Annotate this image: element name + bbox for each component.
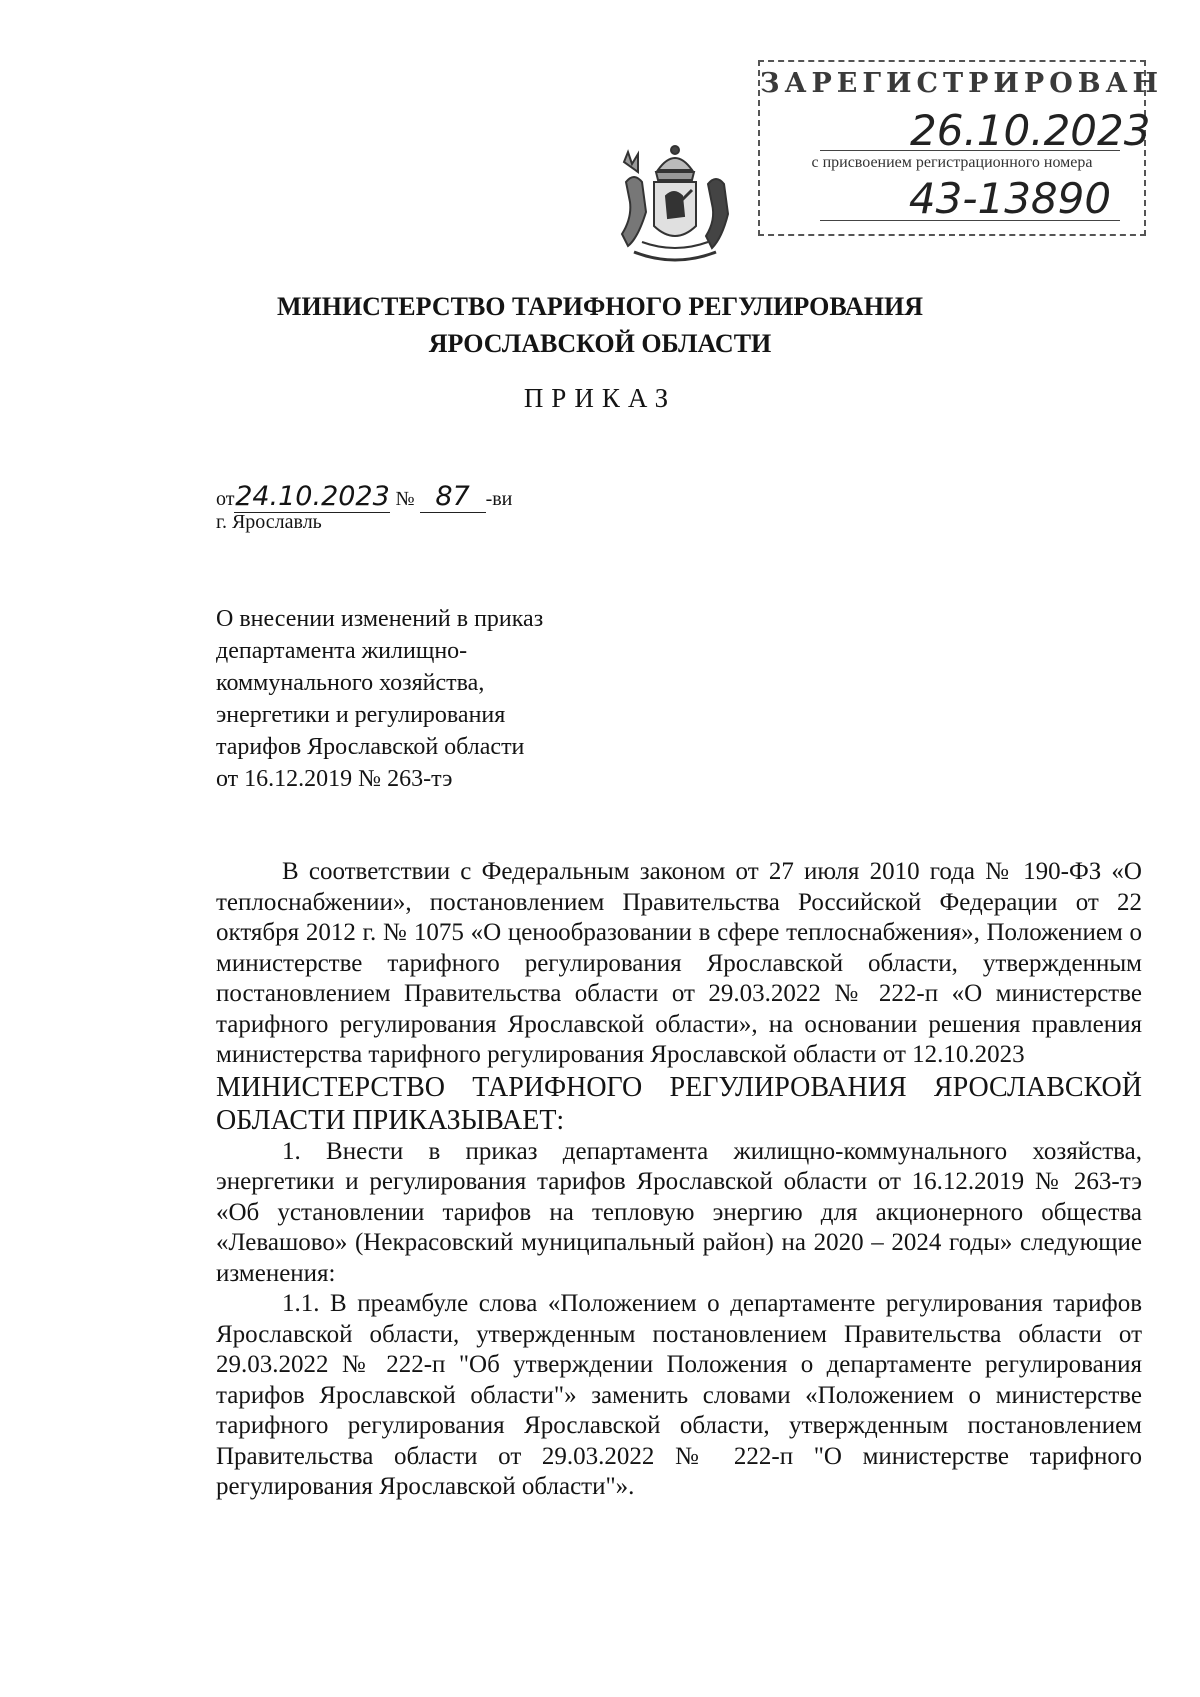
order-number-sign: № (395, 488, 415, 510)
order-number: 87 (420, 482, 486, 513)
preamble-paragraph: В соответствии с Федеральным законом от 27 июля 2010 года № 190-ФЗ «О теплоснабжении», постановлением Правительства Российской Федерации от 22 октября 2012 г. № 1075 «О ценообразовании в сфере теплоснабжения», Положением о министерстве тарифного регулирования Ярославской области, утвержденным постановлением Правительства области от 29.03.2022 № 222-п «О министерстве тарифного регулирования Ярославской области», на основании решения правления министерства тарифного регулирования Ярославской области от 12.10.2023 (216, 858, 1142, 1068)
ministry-title-line2: ЯРОСЛАВСКОЙ ОБЛАСТИ (428, 329, 772, 358)
order-reference (216, 482, 512, 513)
stamp-registration-number: 43-13890 (908, 174, 1112, 223)
order-city: г. Ярославль (216, 511, 322, 533)
stamp-number-underline (820, 220, 1120, 221)
coat-of-arms-emblem (612, 142, 738, 266)
stamp-registration-date: 26.10.2023 (910, 106, 1151, 155)
subject-line: энергетики и регулирования (216, 702, 506, 728)
subject-line: департамента жилищно- (216, 638, 468, 664)
subject-line: коммунального хозяйства, (216, 670, 485, 696)
item-1-paragraph: 1. Внести в приказ департамента жилищно-коммунального хозяйства, энергетики и регулирования тарифов Ярославской области от 16.12.2019 № 263-тэ «Об установлении тарифов на тепловую энергию для акционерного общества «Левашово» (Некрасовский муниципальный район) на 2020 – 2024 годы» следующие изменения: (216, 1137, 1142, 1287)
subject-line: от 16.12.2019 № 263-тэ (216, 766, 453, 792)
order-number-suffix: -ви (485, 488, 513, 510)
ministry-title-line1: МИНИСТЕРСТВО ТАРИФНОГО РЕГУЛИРОВАНИЯ (276, 292, 924, 321)
decree-statement: МИНИСТЕРСТВО ТАРИФНОГО РЕГУЛИРОВАНИЯ ЯРОСЛАВСКОЙ ОБЛАСТИ ПРИКАЗЫВАЕТ: (216, 1071, 1142, 1136)
item-1-1-paragraph: 1.1. В преамбуле слова «Положением о департаменте регулирования тарифов Ярославской области, утвержденным постановлением Правительства области от 29.03.2022 № 222-п "Об утверждении Положения о департаменте регулирования тарифов Ярославской области"» заменить словами «Положением о министерстве тарифного регулирования Ярославской области, утвержденным постановлением Правительства области от 29.03.2022 № 222-п "О министерстве тарифного регулирования Ярославской области"». (216, 1290, 1142, 1500)
subject-line: О внесении изменений в приказ (216, 606, 544, 632)
stamp-date-underline (820, 150, 1120, 151)
stamp-title: ЗАРЕГИСТРИРОВАН (760, 68, 1164, 99)
order-date-prefix: от (216, 488, 235, 510)
stamp-subtitle: с присвоением регистрационного номера (811, 154, 1093, 171)
order-subject (216, 603, 616, 795)
subject-line: тарифов Ярославской области (216, 734, 525, 760)
document-type-heading: ПРИКАЗ (523, 383, 677, 413)
registration-stamp (758, 60, 1164, 236)
order-date: 24.10.2023 (235, 481, 390, 512)
ministry-title (0, 288, 1200, 362)
order-body (216, 857, 1142, 1503)
